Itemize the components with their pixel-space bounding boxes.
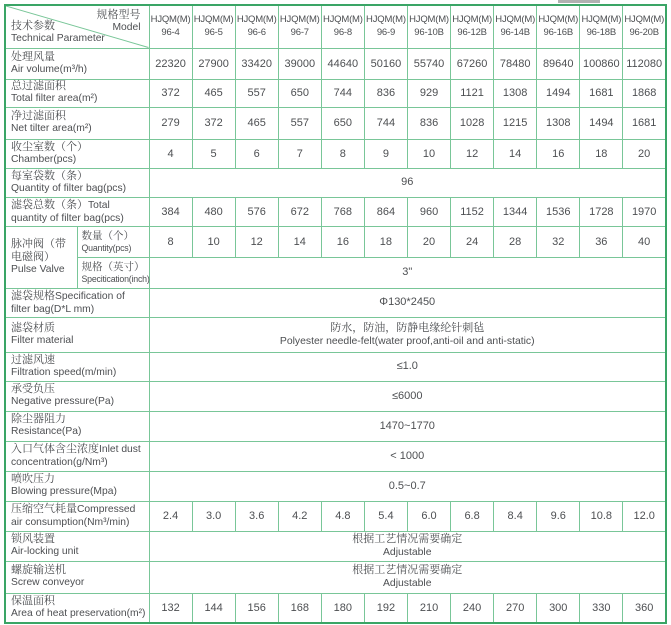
value-cell: 100860 (580, 48, 623, 79)
model-prefix: HJQM(M) (279, 14, 320, 26)
value-cell: 24 (451, 226, 494, 257)
row-label-zh: 压缩空气耗量 (11, 503, 77, 516)
value-cell: 5.4 (364, 501, 407, 531)
merged-value-line: 根据工艺情况需要确定 (352, 564, 463, 577)
value-cell: 8 (321, 139, 364, 168)
merged-value-cell (149, 168, 666, 197)
value-cell: 44640 (321, 48, 364, 79)
value-cell: 16 (537, 139, 580, 168)
value-cell: 557 (278, 107, 321, 139)
model-suffix: 96-12B (457, 26, 487, 38)
merged-value-line: ≤1.0 (396, 360, 418, 373)
row-label-zh: 承受负压 (11, 383, 55, 396)
value-cell: 1308 (537, 107, 580, 139)
value-cell: 36 (580, 226, 623, 257)
row-label-en: Compressed air consumption(Nm³/min) (11, 504, 136, 528)
merged-value-cell (149, 561, 666, 593)
row-label-zh: 螺旋输送机 (11, 564, 66, 577)
merged-value-cell (149, 531, 666, 561)
model-prefix: HJQM(M) (193, 14, 234, 26)
model-suffix: 96-16B (543, 26, 573, 38)
value-cell: 12.0 (623, 501, 666, 531)
value-cell: 4.2 (278, 501, 321, 531)
model-header-cell (623, 5, 666, 48)
row-label-en: Specification of filter bag(D*L mm) (11, 290, 125, 315)
row-label (5, 381, 149, 411)
row-label (5, 441, 149, 471)
model-suffix: 96-14B (500, 26, 530, 38)
row-label-zh: 每室袋数（条） (11, 169, 88, 182)
model-prefix: HJQM(M) (150, 14, 191, 26)
row-label (5, 471, 149, 501)
value-cell: 7 (278, 139, 321, 168)
value-cell: 360 (623, 593, 666, 623)
value-cell: 20 (407, 226, 450, 257)
value-cell: 1970 (623, 197, 666, 226)
row-label-zh: 喷吹压力 (11, 473, 55, 486)
corner-parameter-label-en: Technical Parameter (11, 32, 105, 44)
value-cell: 1681 (580, 79, 623, 107)
value-cell: 1494 (537, 79, 580, 107)
value-cell: 1308 (494, 79, 537, 107)
merged-value-cell (149, 317, 666, 352)
corner-parameter-label (11, 20, 105, 44)
row-label (5, 501, 149, 531)
row-label-zh: 滤袋规格 (11, 289, 55, 302)
value-cell: 89640 (537, 48, 580, 79)
value-cell: 836 (364, 79, 407, 107)
model-header-cell (364, 5, 407, 48)
model-prefix: HJQM(M) (236, 14, 277, 26)
model-suffix: 96-5 (204, 26, 223, 38)
value-cell: 180 (321, 593, 364, 623)
row-label-en: Total quantity of filter bag(pcs) (11, 199, 124, 224)
merged-value-line: 3" (402, 266, 413, 279)
value-cell: 3.0 (192, 501, 235, 531)
model-prefix: HJQM(M) (452, 14, 492, 26)
value-cell: 836 (407, 107, 450, 139)
row-label-en: Quantity of filter bag(pcs) (11, 182, 127, 194)
model-prefix: HJQM(M) (538, 14, 579, 26)
model-header-cell (537, 5, 580, 48)
model-suffix: 96-8 (333, 26, 352, 38)
corner-parameter-label-zh: 技术参数 (11, 20, 55, 33)
model-header-cell (580, 5, 623, 48)
value-cell: 4.8 (321, 501, 364, 531)
model-header-cell (321, 5, 364, 48)
value-cell: 8 (149, 226, 192, 257)
row-label-en: Total filter area(m²) (11, 93, 98, 105)
row-sublabel (77, 257, 149, 288)
value-cell: 6.8 (451, 501, 494, 531)
value-cell: 12 (235, 226, 278, 257)
value-cell: 1868 (623, 79, 666, 107)
value-cell: 10 (192, 226, 235, 257)
value-cell: 1728 (580, 197, 623, 226)
model-suffix: 96-6 (247, 26, 266, 38)
row-label-zh: 锁风装置 (11, 533, 55, 546)
value-cell: 18 (364, 226, 407, 257)
merged-value-line: 根据工艺情况需要确定 (352, 533, 463, 546)
merged-value-line: Adjustable (382, 578, 432, 590)
model-prefix: HJQM(M) (624, 14, 665, 26)
value-cell: 650 (278, 79, 321, 107)
merged-value-cell (149, 352, 666, 381)
merged-value-line: 1470~1770 (379, 419, 435, 432)
row-label-en: Pulse Valve (11, 263, 65, 275)
model-header-cell (149, 5, 192, 48)
value-cell: 39000 (278, 48, 321, 79)
value-cell: 1028 (451, 107, 494, 139)
value-cell: 672 (278, 197, 321, 226)
merged-value-cell (149, 288, 666, 317)
value-cell: 5 (192, 139, 235, 168)
row-label-en: Area of heat preservation(m²) (11, 608, 146, 620)
value-cell: 929 (407, 79, 450, 107)
value-cell: 1536 (537, 197, 580, 226)
merged-value-cell (149, 441, 666, 471)
value-cell: 768 (321, 197, 364, 226)
row-label-zh: 保温面积 (11, 595, 55, 608)
value-cell: 465 (235, 107, 278, 139)
row-label (5, 107, 149, 139)
row-label (5, 288, 149, 317)
row-label-en: Inlet dust concentration(g/Nm³) (11, 444, 141, 468)
value-cell: 20 (623, 139, 666, 168)
model-header-cell (235, 5, 278, 48)
value-cell: 22320 (149, 48, 192, 79)
value-cell: 192 (364, 593, 407, 623)
row-label-zh: 规格（英寸） (81, 261, 145, 274)
merged-value-line: 0.5~0.7 (388, 479, 426, 492)
value-cell: 744 (364, 107, 407, 139)
row-label (5, 168, 149, 197)
value-cell: 864 (364, 197, 407, 226)
value-cell: 744 (321, 79, 364, 107)
row-label (5, 531, 149, 561)
value-cell: 372 (192, 107, 235, 139)
value-cell: 55740 (407, 48, 450, 79)
value-cell: 32 (537, 226, 580, 257)
row-label-en: Air volume(m³/h) (11, 63, 88, 75)
row-label-zh: 脉冲阀（带电磁阀） (11, 237, 66, 263)
value-cell: 1121 (451, 79, 494, 107)
value-cell: 14 (278, 226, 321, 257)
merged-value-line: 防水，防油，防静电缘纶针刺毡 (330, 321, 485, 334)
merged-value-cell (149, 381, 666, 411)
value-cell: 6 (235, 139, 278, 168)
value-cell: 372 (149, 79, 192, 107)
value-cell: 2.4 (149, 501, 192, 531)
row-label-zh: 总过滤面积 (11, 80, 66, 93)
merged-value-line: Adjustable (382, 547, 432, 559)
model-suffix: 96-7 (290, 26, 309, 38)
row-label-en: Screw conveyor (11, 577, 85, 589)
row-label-en: Quantity(pcs) (81, 242, 132, 253)
model-header-cell (451, 5, 494, 48)
value-cell: 9.6 (537, 501, 580, 531)
model-header-cell (192, 5, 235, 48)
value-cell: 576 (235, 197, 278, 226)
model-prefix: HJQM(M) (366, 14, 406, 26)
value-cell: 40 (623, 226, 666, 257)
merged-value-line: ≤6000 (391, 389, 423, 402)
row-label (5, 79, 149, 107)
value-cell: 6.0 (407, 501, 450, 531)
value-cell: 480 (192, 197, 235, 226)
model-header-cell (407, 5, 450, 48)
row-label (5, 317, 149, 352)
value-cell: 240 (451, 593, 494, 623)
value-cell: 50160 (364, 48, 407, 79)
model-suffix: 96-9 (376, 26, 396, 38)
value-cell: 12 (451, 139, 494, 168)
value-cell: 1681 (623, 107, 666, 139)
model-prefix: HJQM(M) (581, 14, 622, 26)
row-label-zh: 数量（个） (81, 230, 134, 243)
row-label (5, 352, 149, 381)
merged-value-line: < 1000 (390, 449, 425, 462)
value-cell: 67260 (451, 48, 494, 79)
value-cell: 279 (149, 107, 192, 139)
value-cell: 210 (407, 593, 450, 623)
value-cell: 1344 (494, 197, 537, 226)
model-prefix: HJQM(M) (322, 14, 363, 26)
merged-value-line: 96 (401, 176, 414, 189)
row-sublabel (77, 226, 149, 257)
value-cell: 270 (494, 593, 537, 623)
corner-model-label-zh: 规格型号 (96, 9, 141, 21)
value-cell: 14 (494, 139, 537, 168)
model-suffix: 96-4 (161, 26, 180, 38)
row-label-en: Net tilter area(m²) (11, 123, 92, 135)
top-edge-artifact (558, 0, 600, 3)
merged-value-cell (149, 257, 666, 288)
value-cell: 10.8 (580, 501, 623, 531)
value-cell: 9 (364, 139, 407, 168)
value-cell: 27900 (192, 48, 235, 79)
row-label-en: Resistance(Pa) (11, 426, 82, 438)
row-label (5, 411, 149, 441)
model-suffix: 96-18B (586, 26, 617, 38)
value-cell: 168 (278, 593, 321, 623)
value-cell: 3.6 (235, 501, 278, 531)
row-label-zh: 收尘室数（个） (11, 140, 88, 153)
row-label-en: Negative pressure(Pa) (11, 396, 115, 408)
value-cell: 557 (235, 79, 278, 107)
model-prefix: HJQM(M) (409, 14, 449, 26)
merged-value-line: Polyester needle-felt(water proof,anti-oil and anti-static) (279, 335, 535, 347)
value-cell: 16 (321, 226, 364, 257)
value-cell: 1494 (580, 107, 623, 139)
value-cell: 78480 (494, 48, 537, 79)
value-cell: 465 (192, 79, 235, 107)
merged-value-cell (149, 471, 666, 501)
value-cell: 10 (407, 139, 450, 168)
corner-model-label-en: Model (112, 21, 141, 33)
row-label-en: Filtration speed(m/min) (11, 366, 117, 378)
row-label-zh: 滤袋材质 (11, 321, 55, 334)
row-label-en: Filter material (11, 334, 74, 346)
row-group-label (5, 226, 77, 288)
value-cell: 33420 (235, 48, 278, 79)
merged-value-line: Φ130*2450 (379, 296, 436, 309)
value-cell: 144 (192, 593, 235, 623)
model-suffix: 96-10B (414, 26, 444, 38)
model-header-cell (494, 5, 537, 48)
value-cell: 650 (321, 107, 364, 139)
table-corner-cell (5, 5, 149, 48)
value-cell: 300 (537, 593, 580, 623)
row-label-en: Chamber(pcs) (11, 153, 77, 165)
row-label-zh: 除尘器阻力 (11, 413, 66, 426)
row-label (5, 593, 149, 623)
model-header-cell (278, 5, 321, 48)
value-cell: 132 (149, 593, 192, 623)
value-cell: 1215 (494, 107, 537, 139)
value-cell: 112080 (623, 48, 666, 79)
value-cell: 384 (149, 197, 192, 226)
row-label-en: Specitication(inch) (81, 273, 150, 284)
merged-value-cell (149, 411, 666, 441)
value-cell: 4 (149, 139, 192, 168)
row-label (5, 561, 149, 593)
row-label-en: Air-locking unit (11, 546, 79, 558)
value-cell: 8.4 (494, 501, 537, 531)
model-prefix: HJQM(M) (495, 14, 536, 26)
model-suffix: 96-20B (629, 26, 659, 38)
row-label-zh: 净过滤面积 (11, 110, 66, 123)
row-label-zh: 滤袋总数（条） (11, 198, 88, 211)
value-cell: 960 (407, 197, 450, 226)
parameters-table (4, 4, 667, 624)
value-cell: 18 (580, 139, 623, 168)
row-label-zh: 入口气体含尘浓度 (11, 443, 99, 456)
value-cell: 1152 (451, 197, 494, 226)
row-label (5, 197, 149, 226)
row-label (5, 139, 149, 168)
row-label-zh: 过滤风速 (11, 353, 55, 366)
row-label (5, 48, 149, 79)
row-label-zh: 处理风量 (11, 50, 55, 63)
value-cell: 330 (580, 593, 623, 623)
value-cell: 28 (494, 226, 537, 257)
row-label-en: Blowing pressure(Mpa) (11, 486, 117, 498)
value-cell: 156 (235, 593, 278, 623)
